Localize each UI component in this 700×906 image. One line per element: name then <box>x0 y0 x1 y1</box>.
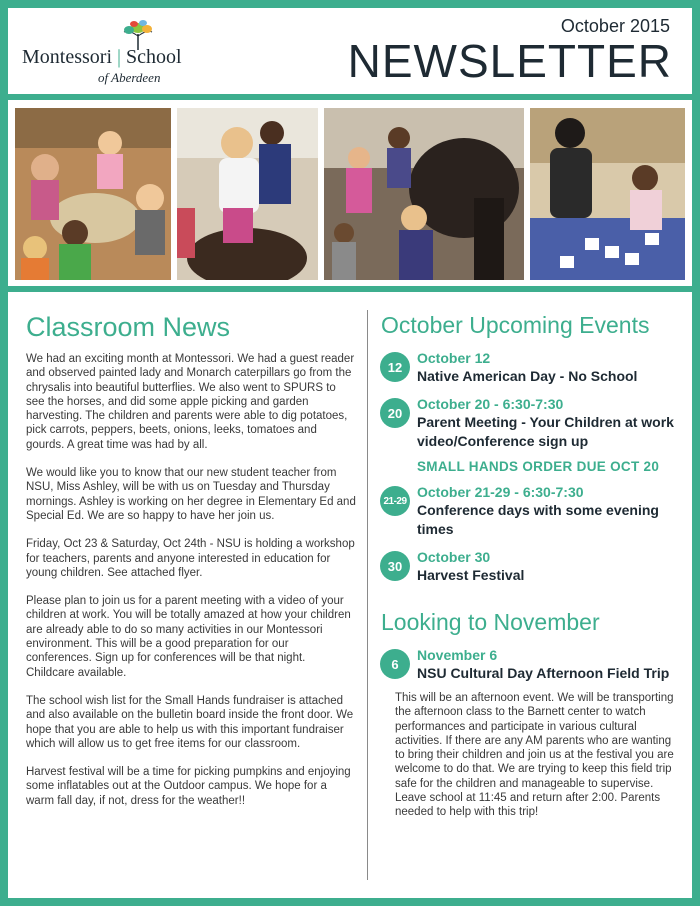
event-description: NSU Cultural Day Afternoon Field Trip <box>417 665 670 681</box>
logo-text-left: Montessori <box>22 46 112 68</box>
event-date-badge: 6 <box>380 649 410 679</box>
column-divider <box>367 310 368 880</box>
classroom-news-column <box>26 310 356 808</box>
logo-separator: | <box>112 46 127 68</box>
event-description: Harvest Festival <box>417 567 525 583</box>
event-date: November 6 <box>417 647 498 663</box>
school-logo <box>22 20 212 90</box>
event-date-badge: 30 <box>380 551 410 581</box>
event-date: October 20 - 6:30-7:30 <box>417 396 564 412</box>
news-paragraph: Please plan to join us for a parent meeting with a video of your children at work. You will be totally amazed at how your children are already able to do so many activities in our Montessori environment. This will be a good preparation for our conferences. Sign up for conferences will be that night. Childcare available. <box>26 595 351 679</box>
photo-teacher-with-child-cards <box>530 108 685 280</box>
news-paragraph: Friday, Oct 23 & Saturday, Oct 24th - NSU is holding a workshop for teachers, parents and anyone interested in education for young children. See attached flyer. <box>26 538 355 579</box>
news-paragraph: Harvest festival will be a time for picking pumpkins and enjoying some inflatables out at the Outdoor campus. We hope for a warm fall day, if not, dress for the weather!! <box>26 766 351 807</box>
header <box>8 8 692 94</box>
event-item <box>381 395 681 451</box>
photo-children-petting-horse <box>324 108 524 280</box>
event-item <box>381 349 681 386</box>
november-title: Looking to November <box>381 609 600 635</box>
events-title: October Upcoming Events <box>381 312 650 338</box>
event-date-badge: 21-29 <box>380 486 410 516</box>
news-paragraph: We had an exciting month at Montessori. We had a guest reader and observed painted lady and Monarch caterpillars go from the chrysalis into beautiful butterflies. We also went to SPURS to see the horses, and did some apple picking and garden harvesting. The children and parents were able to dig potatoes, pick carrots, peppers, beets, onions, leeks, tomatoes and gourds. A great time was had by all. <box>26 353 355 451</box>
logo-subtitle: of Aberdeen <box>98 70 161 85</box>
events-column <box>381 310 681 820</box>
classroom-news-title: Classroom News <box>26 312 231 342</box>
logo-wordmark <box>22 46 182 69</box>
photo-strip <box>8 100 692 286</box>
news-paragraph: The school wish list for the Small Hands fundraiser is attached and also available on the bulletin board inside the front door. We hope that you are able to help us with this important fundraiser which will allow us to get free items for our classroom. <box>26 694 354 750</box>
event-description: Conference days with some evening times <box>417 502 659 537</box>
logo-text-right: School <box>126 46 182 68</box>
event-date: October 12 <box>417 350 491 366</box>
photo-child-on-horse <box>177 108 318 280</box>
event-description: Native American Day - No School <box>417 368 638 384</box>
event-item <box>381 483 681 539</box>
event-item <box>381 548 681 585</box>
event-date-badge: 20 <box>380 398 410 428</box>
newsletter-title: NEWSLETTER <box>347 35 672 87</box>
november-paragraph: This will be an afternoon event. We will be transporting the afternoon class to the Barnett center to watch performances and participate in various cultural activities. If there are any AM parents who are wanting to bring their children and join us at the festival you are welcome to do that. We are trying to keep this field trip safe for the children and manageable to supervise. Leave school at 11:45 and return after 2:00. Parents needed to help with this trip! <box>395 692 674 819</box>
event-description: Parent Meeting - Your Children at work video/Conference sign up <box>417 414 674 449</box>
news-paragraph: We would like you to know that our new student teacher from NSU, Miss Ashley, will be with us on Tuesday and Thursday mornings. Ashley is working on her degree in Elementary Ed and Special Ed. We are so happy to have her join us. <box>26 467 356 522</box>
event-date-badge: 12 <box>380 352 410 382</box>
photo-children-snack-circle <box>15 108 171 280</box>
order-due-notice: SMALL HANDS ORDER DUE OCT 20 <box>417 459 660 474</box>
newsletter-content <box>8 292 692 898</box>
november-event-item <box>381 646 681 683</box>
issue-date: October 2015 <box>560 16 670 36</box>
event-date: October 21-29 - 6:30-7:30 <box>417 484 584 500</box>
event-date: October 30 <box>417 549 491 565</box>
